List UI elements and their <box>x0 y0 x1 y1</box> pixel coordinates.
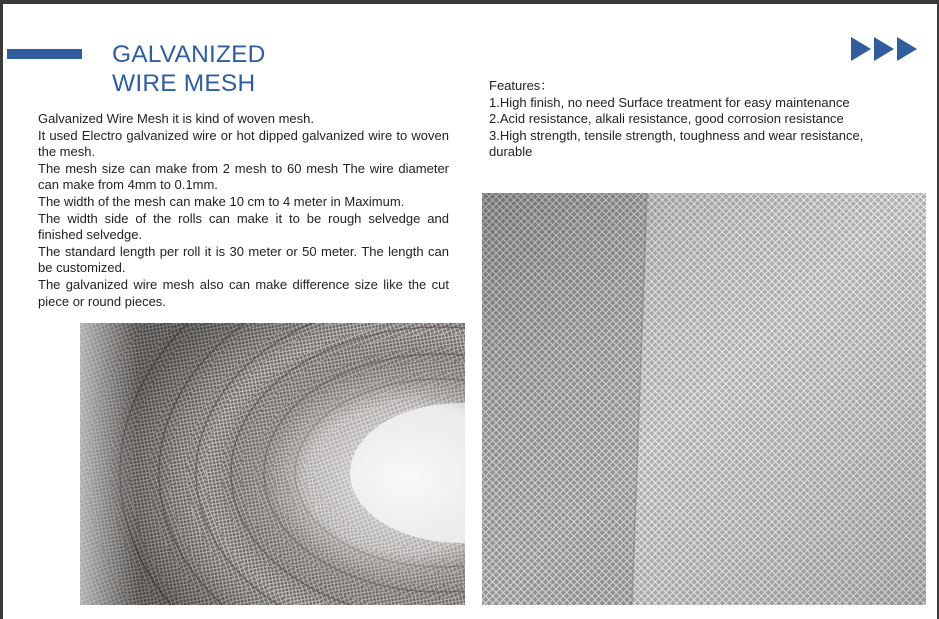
feature-item: 1.High finish, no need Surface treatment for easy maintenance <box>489 94 850 110</box>
title-accent-bar <box>7 49 82 59</box>
description-paragraph: The width of the mesh can make 10 cm to 4 meter in Maximum. <box>38 193 405 209</box>
triple-arrow-right-icon[interactable] <box>851 37 919 61</box>
description-paragraph: The mesh size can make from 2 mesh to 60 mesh The wire diameter can make from 4mm to 0.1mm. <box>38 160 449 193</box>
description-paragraph: The standard length per roll it is 30 meter or 50 meter. The length can be customized. <box>38 243 449 276</box>
frame-left-border <box>0 0 3 619</box>
description-paragraph: Galvanized Wire Mesh it is kind of woven mesh. <box>38 111 314 126</box>
frame-top-border <box>0 0 939 4</box>
flat-wire-mesh-photo <box>482 193 926 605</box>
description-paragraph: The galvanized wire mesh also can make difference size like the cut piece or round pieces. <box>38 276 449 309</box>
description-paragraph: The width side of the rolls can make it to be rough selvedge and finished selvedge. <box>38 210 449 243</box>
features-list <box>489 78 899 161</box>
feature-item: 2.Acid resistance, alkali resistance, good corrosion resistance <box>489 111 844 127</box>
rolled-wire-mesh-photo <box>80 323 465 605</box>
product-description <box>38 111 449 310</box>
title-line-1: GALVANIZED <box>112 41 266 68</box>
feature-item: 3.High strength, tensile strength, toughness and wear resistance, durable <box>489 127 864 160</box>
page-title <box>112 40 266 98</box>
title-line-2: WIRE MESH <box>112 70 256 97</box>
description-paragraph: It used Electro galvanized wire or hot dipped galvanized wire to woven the mesh. <box>38 127 449 160</box>
features-heading: Features： <box>489 78 554 93</box>
